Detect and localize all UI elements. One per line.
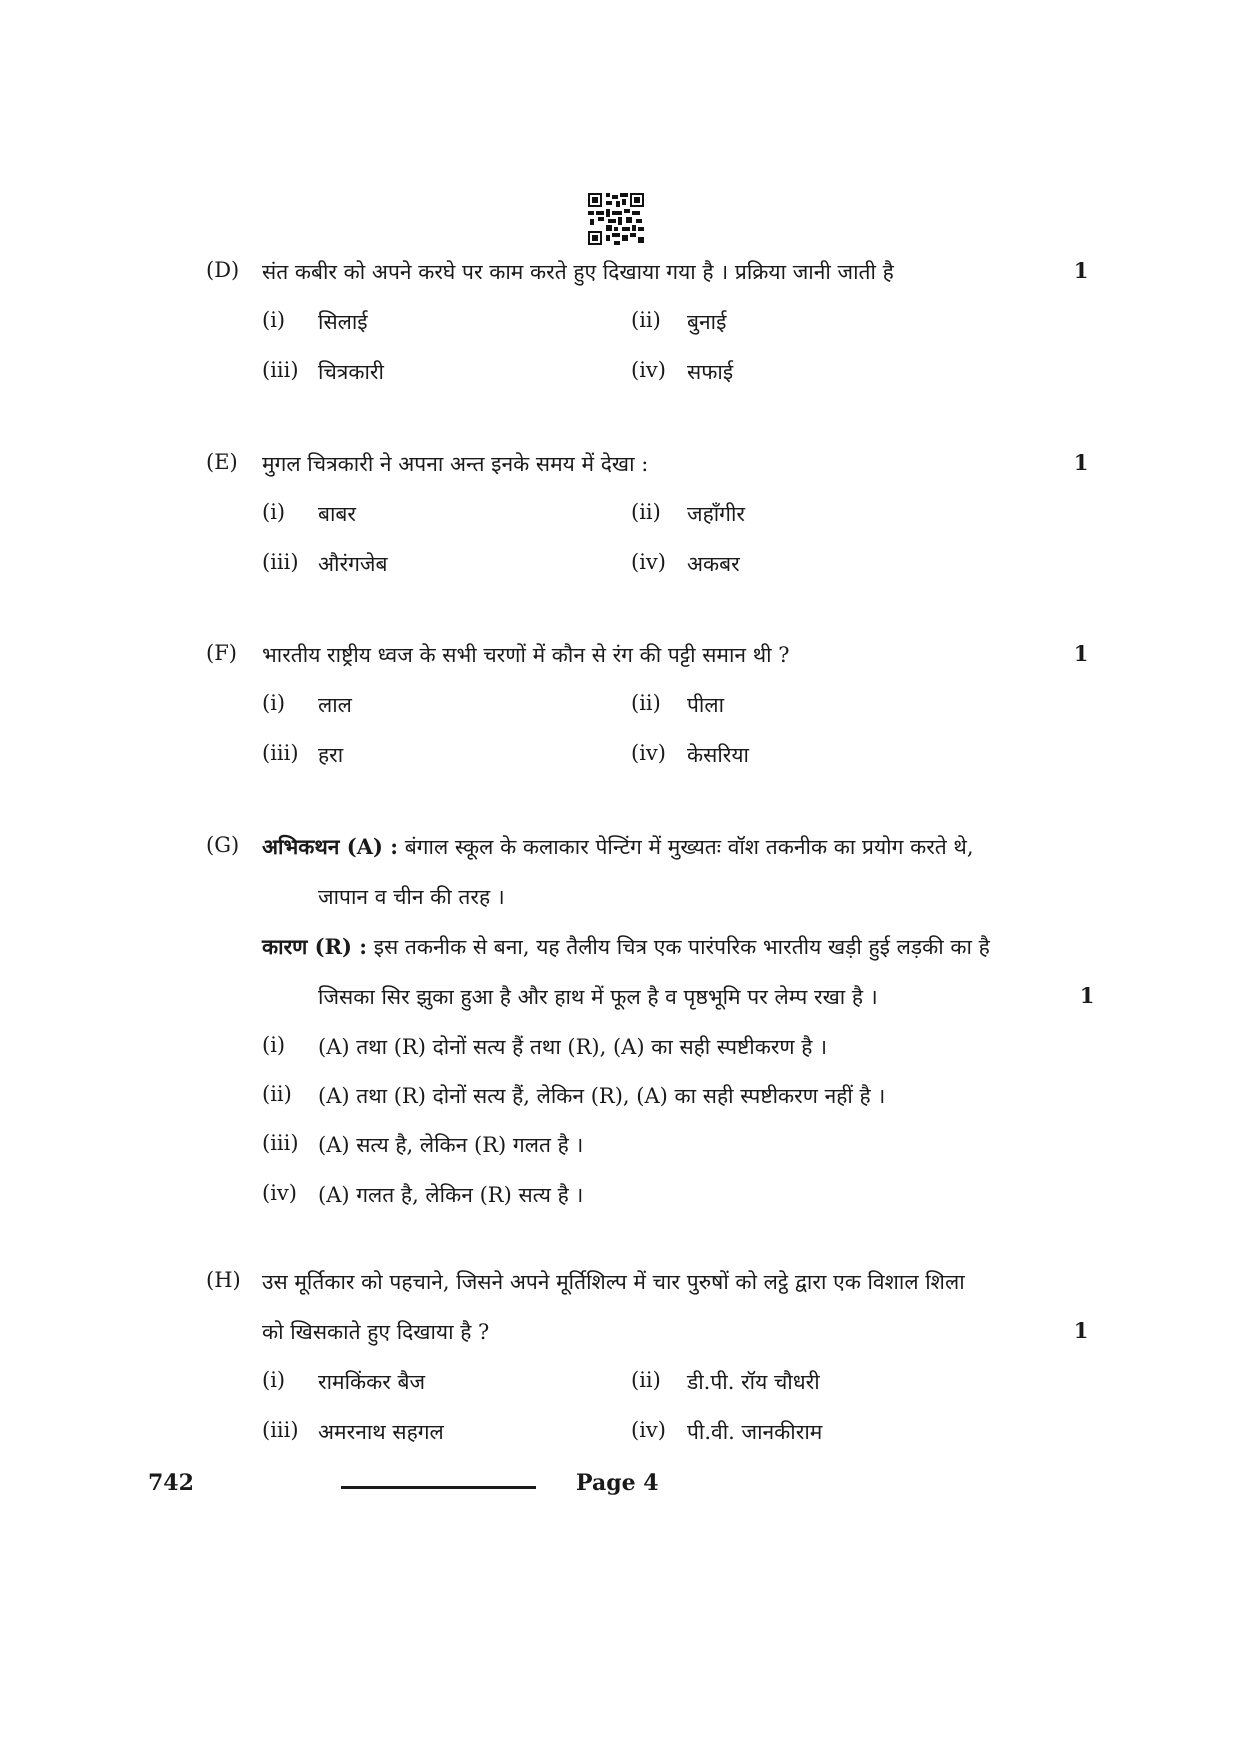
- option-text: औरंगजेब: [318, 552, 388, 576]
- question-text: मुगल चित्रकारी ने अपना अन्त इनके समय में देखा :: [262, 452, 649, 476]
- option-text: सिलाई: [318, 310, 368, 334]
- option-text: सफाई: [687, 360, 734, 384]
- option-text: (A) तथा (R) दोनों सत्य हैं तथा (R), (A) का सही स्पष्टीकरण है ।: [318, 1035, 828, 1059]
- option-number: (iii): [262, 358, 299, 382]
- option-number: (ii): [631, 308, 661, 332]
- question-marks: 1: [1073, 1318, 1089, 1343]
- question-text-continued: को खिसकाते हुए दिखाया है ?: [262, 1320, 490, 1344]
- question-text: भारतीय राष्ट्रीय ध्वज के सभी चरणों में कौन से रंग की पट्टी समान थी ?: [262, 643, 790, 667]
- option-text: (A) तथा (R) दोनों सत्य हैं, लेकिन (R), (A) का सही स्पष्टीकरण नहीं है ।: [318, 1084, 886, 1108]
- option-number: (iii): [262, 741, 299, 765]
- option-number: (ii): [631, 1368, 661, 1392]
- option-number: (i): [262, 691, 286, 715]
- question-marks: 1: [1073, 641, 1089, 666]
- option-text: जहाँगीर: [687, 502, 746, 526]
- option-text: पी.वी. जानकीराम: [687, 1420, 823, 1444]
- option-number: (ii): [631, 500, 661, 524]
- question-label: (D): [206, 258, 240, 282]
- option-number: (iv): [262, 1181, 297, 1205]
- option-text: चित्रकारी: [318, 360, 384, 384]
- option-number: (iv): [631, 1418, 666, 1442]
- option-text: (A) गलत है, लेकिन (R) सत्य है ।: [318, 1183, 584, 1207]
- assertion-text-continued: जापान व चीन की तरह ।: [318, 885, 505, 909]
- option-number: (ii): [631, 691, 661, 715]
- option-number: (i): [262, 1033, 286, 1057]
- question-label: (F): [206, 641, 237, 665]
- assertion-line: [262, 833, 1062, 861]
- option-number: (iii): [262, 550, 299, 574]
- reason-label: कारण (R) :: [262, 934, 368, 959]
- option-number: (iv): [631, 358, 666, 382]
- option-text: रामकिंकर बैज: [318, 1370, 426, 1394]
- option-text: पीला: [687, 693, 725, 717]
- question-label: (G): [206, 833, 240, 857]
- question-marks: 1: [1073, 258, 1089, 283]
- question-text: संत कबीर को अपने करघे पर काम करते हुए दिखाया गया है । प्रक्रिया जानी जाती है: [262, 260, 894, 284]
- question-text: उस मूर्तिकार को पहचाने, जिसने अपने मूर्तिशिल्प में चार पुरुषों को लट्ठे द्वारा एक विशाल शिला: [262, 1270, 965, 1294]
- question-label: (H): [206, 1268, 241, 1292]
- option-number: (ii): [262, 1082, 292, 1106]
- paper-code: 742: [148, 1470, 194, 1496]
- qr-code-icon: [588, 193, 644, 245]
- option-number: (i): [262, 500, 286, 524]
- option-number: (iv): [631, 550, 666, 574]
- assertion-text: बंगाल स्कूल के कलाकार पेन्टिंग में मुख्यतः वॉश तकनीक का प्रयोग करते थे,: [404, 835, 974, 859]
- option-number: (i): [262, 308, 286, 332]
- footer-divider: [341, 1486, 536, 1489]
- assertion-label: अभिकथन (A) :: [262, 834, 398, 859]
- question-label: (E): [206, 450, 238, 474]
- option-text: हरा: [318, 743, 344, 767]
- reason-text: इस तकनीक से बना, यह तैलीय चित्र एक पारंपरिक भारतीय खड़ी हुई लड़की का है: [373, 935, 990, 959]
- option-number: (i): [262, 1368, 286, 1392]
- option-text: अकबर: [687, 552, 740, 576]
- option-text: अमरनाथ सहगल: [318, 1420, 444, 1444]
- option-text: बाबर: [318, 502, 357, 526]
- option-number: (iii): [262, 1131, 299, 1155]
- option-number: (iii): [262, 1418, 299, 1442]
- reason-line: [262, 933, 1062, 961]
- question-marks: 1: [1079, 983, 1095, 1008]
- option-text: बुनाई: [687, 310, 727, 334]
- option-text: केसरिया: [687, 743, 749, 767]
- page-number: Page 4: [576, 1470, 659, 1496]
- question-marks: 1: [1073, 450, 1089, 475]
- reason-text-continued: जिसका सिर झुका हुआ है और हाथ में फूल है व पृष्ठभूमि पर लेम्प रखा है ।: [318, 985, 878, 1009]
- option-text: डी.पी. रॉय चौधरी: [687, 1370, 820, 1394]
- option-number: (iv): [631, 741, 666, 765]
- option-text: लाल: [318, 693, 352, 717]
- option-text: (A) सत्य है, लेकिन (R) गलत है ।: [318, 1133, 584, 1157]
